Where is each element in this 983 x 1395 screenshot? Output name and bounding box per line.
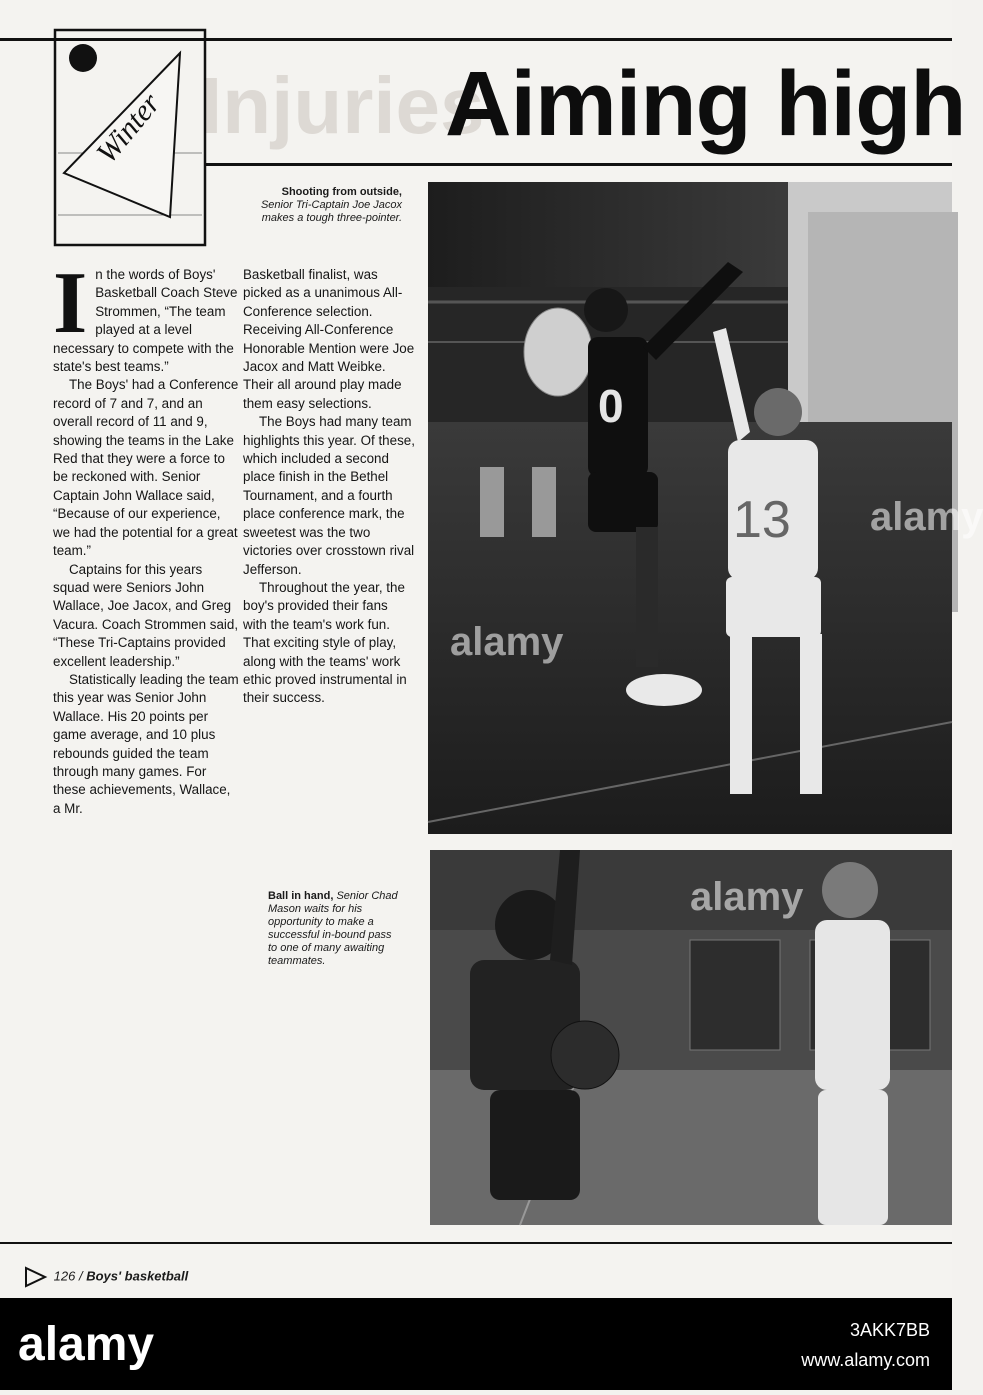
defender-jersey-number: 13: [733, 491, 791, 549]
photo1-caption-lead: Shooting from outside,: [281, 186, 402, 198]
article-paragraph: The Boys' had a Conference record of 7 and 7, and an overall record of 11 and 9, showing the teams in the Lake Red that they were a force to be reckoned with. Senior Captain John Wallace said, “Because of our experience, we had the potential for a great team.”: [53, 377, 239, 559]
stock-watermark-bar: [0, 1298, 952, 1390]
photo1-caption: [232, 186, 402, 225]
image-id: 3AKK7BB: [849, 1320, 930, 1340]
article-paragraph: Captains for this years squad were Seniors John Wallace, Joe Jacox, and Greg Vacura. Coach Strommen said, “These Tri-Captains provided excellent leadership.”: [53, 561, 239, 669]
page-footer: [22, 1266, 188, 1288]
article-column-1: [53, 255, 241, 818]
footer-separator: /: [78, 1268, 87, 1284]
winter-section-tag: [50, 25, 210, 250]
shooter-jersey-number: 0: [598, 380, 624, 432]
pennant-icon: [50, 25, 210, 250]
article-paragraph: Statistically leading the team this year was Senior John Wallace. His 20 points per game average, and 10 plus rebounds guided the team through many games. For these achievements, Wallace, a Mr.: [53, 671, 239, 816]
headline-underline-rule: [205, 163, 952, 166]
winter-label: Winter: [90, 87, 167, 170]
photo1-caption-body: Senior Tri-Captain Joe Jacox makes a tough three-pointer.: [260, 199, 402, 224]
article-paragraph: In the words of Boys' Basketball Coach Steve Strommen, “The team played at a level necessary to compete with the state's best teams.”: [53, 255, 238, 375]
bleed-through-text: Injuries: [200, 61, 485, 150]
watermark-text: alamy: [450, 620, 564, 664]
alamy-logo: alamy: [18, 1318, 155, 1371]
drop-cap: I: [53, 255, 88, 352]
article-column-2: [243, 266, 415, 708]
watermark-text: alamy: [690, 875, 804, 919]
photo2-caption: [268, 890, 398, 968]
page-headline: Aiming high: [445, 53, 966, 155]
page-number: 126: [53, 1268, 76, 1284]
arrow-right-icon: [22, 1266, 50, 1288]
article-paragraph: Basketball finalist, was picked as a unanimous All-Conference selection. Receiving All-Conference Honorable Mention were Joe Jacox and Matt Weibke. Their all around play made them easy selections.: [243, 267, 415, 411]
article-paragraph: Throughout the year, the boy's provided their fans with the team's work fun. That exciting style of play, along with the teams' work ethic proved instrumental in their success.: [243, 579, 407, 706]
footer-section-name: Boys' basketball: [86, 1268, 189, 1284]
photo2-caption-body: Senior Chad Mason waits for his opportunity to make a successful in-bound pass to one of many awaiting teammates.: [268, 890, 398, 967]
watermark-text: alamy: [870, 495, 983, 539]
alamy-url: www.alamy.com: [801, 1350, 930, 1370]
photo2-caption-lead: Ball in hand,: [268, 890, 334, 902]
article-paragraph: The Boys had many team highlights this year. Of these, which included a second place finish in the Bethel Tournament, and a fourth place conference mark, the sweetest was the two victories over crosstown rival Jefferson.: [243, 414, 415, 577]
bottom-rule: [0, 1242, 952, 1244]
